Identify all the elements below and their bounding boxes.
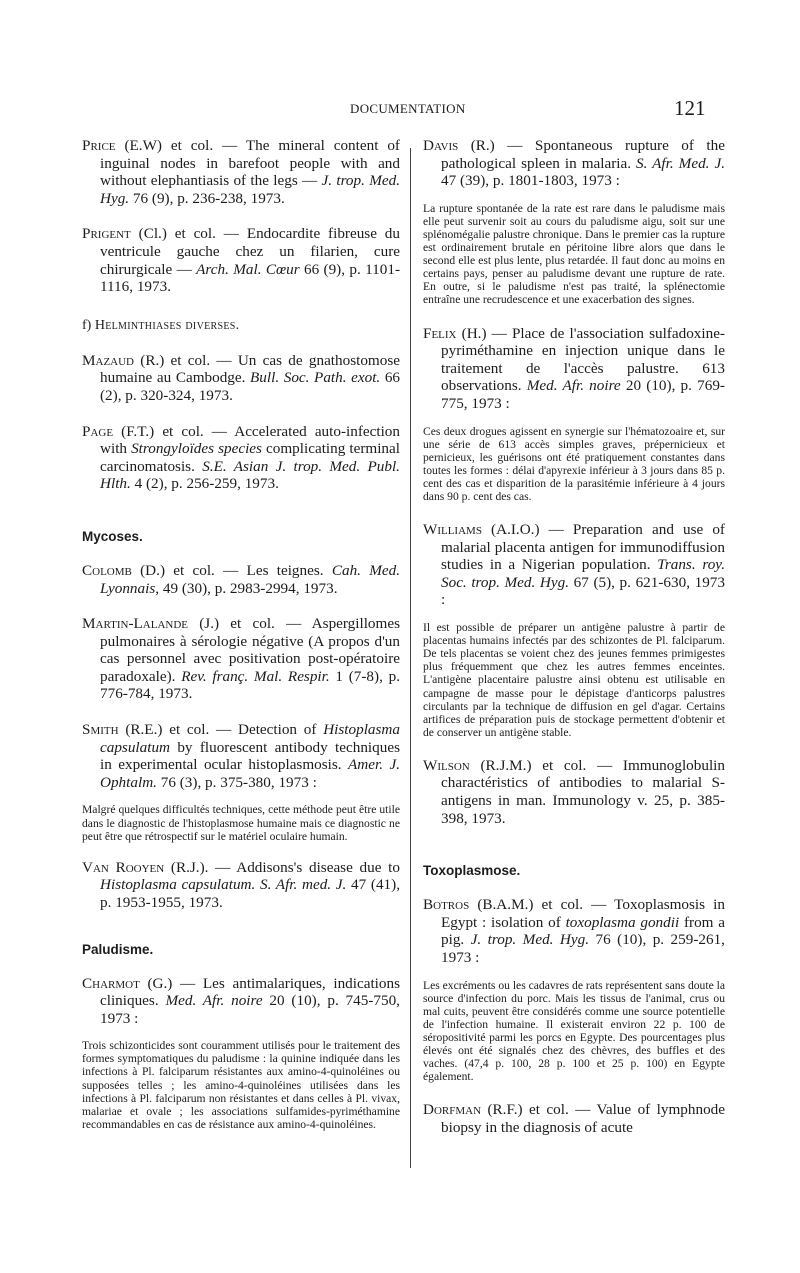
reference-price: Price (E.W) et col. — The mineral content of inguinal nodes in barefoot people with and without elephantiasis of the legs — J. trop. Med. Hyg. 76 (9), p. 236-238, 1973. <box>82 137 400 207</box>
reference-wilson: Wilson (R.J.M.) et col. — Immunoglobulin charactéristics of antibodies to malarial S-antigens in man. Immunology v. 25, p. 385-398, 1973. <box>423 756 725 827</box>
left-column <box>82 137 400 1131</box>
reference-van-rooyen: Van Rooyen (R.J.). — Addisons's disease due to Histoplasma capsulatum. S. Afr. med. J. 47 (41), p. 1953-1955, 1973. <box>82 858 401 911</box>
abstract-davis: La rupture spontanée de la rate est rare dans le paludisme mais elle peut survenir soit au cours du paludisme aigu, soit sur une splénomégalie palustre chronique. Dans le premier cas la rupture est ordinairement brutale en péritoine libre alors que dans le second elle est plus lente, plus retardée. Il faut donc au moins en certains pays, penser au paludisme devant une rupture de rate. En outre, si le paludisme n'est pas traité, la splénectomie entraîne une recrudescence et une exacerbation des signes. <box>423 201 725 307</box>
reference-smith: Smith (R.E.) et col. — Detection of Histoplasma capsulatum by fluorescent antibody techniques in experimental ocular histoplasmosis. Amer. J. Ophtalm. 76 (3), p. 375-380, 1973 : <box>82 721 401 791</box>
reference-martin-lalande: Martin-Lalande (J.) et col. — Aspergillomes pulmonaires à sérologie négative (A propos d'un cas personnel avec positivation post-opératoire paradoxale). Rev. franç. Mal. Respir. 1 (7-8), p. 776-784, 1973. <box>82 615 400 703</box>
subsection-helminthiases: f) Helminthiases diverses. <box>82 317 240 333</box>
reference-davis: Davis (R.) — Spontaneous rupture of the pathological spleen in malaria. S. Afr. Med. J. 47 (39), p. 1801-1803, 1973 : <box>423 137 725 190</box>
reference-prigent: Prigent (Cl.) et col. — Endocardite fibreuse du ventricule gauche chez un filarien, cure chirurgicale — Arch. Mal. Cœur 66 (9), p. 1101-1116, 1973. <box>82 225 401 296</box>
page-number: 121 <box>674 96 706 120</box>
abstract-williams: Il est possible de préparer un antigène palustre à partir de placentas humains infectés par des schizontes de Pl. falciparum. De tels placentas se voient chez des jeunes femmes primigestes plus fréquemment que chez les autres femmes enceintes. L'antigène placentaire palustre ainsi obtenu est utilisable en campagne de masse pour le dépistage d'anticorps palustres circulants par la technique de diffusion en gel d'agar. Certains artifices de préparation puis de stockage permettent d'obtenir et de conserver un antigène stable. <box>423 621 725 739</box>
reference-mazaud: Mazaud (R.) et col. — Un cas de gnathostomose humaine au Cambodge. Bull. Soc. Path. exot. 66 (2), p. 320-324, 1973. <box>82 351 401 404</box>
reference-charmot: Charmot (G.) — Les antimalariques, indications cliniques. Med. Afr. noire 20 (10), p. 745-750, 1973 : <box>82 974 400 1027</box>
section-heading-toxoplasmose: Toxoplasmose. <box>423 863 521 879</box>
reference-williams: Williams (A.I.O.) — Preparation and use of malarial placenta antigen for immunodiffusion studies in a Nigerian population. Trans. roy. Soc. trop. Med. Hyg. 67 (5), p. 621-630, 1973 : <box>423 521 725 609</box>
abstract-felix: Ces deux drogues agissent en synergie sur l'hématozoaire et, sur une série de 613 accès simples graves, prépernicieux et pernicieux, les guérisons ont été pratiquement constantes dans toutes les formes : délai d'apyrexie inférieur à 3 jours dans 85 p. cent des cas et disparition de la parasitémie inférieure à 4 jours dans 90 p. cent des cas. <box>423 424 725 503</box>
section-heading-paludisme: Paludisme. <box>82 941 154 957</box>
reference-page: Page (F.T.) et col. — Accelerated auto-infection with Strongyloïdes species complicating terminal carcinomatosis. S.E. Asian J. trop. Med. Publ. Hlth. 4 (2), p. 256-259, 1973. <box>82 422 400 493</box>
abstract-charmot: Trois schizonticides sont couramment utilisés pour le traitement des formes symptomatiques du paludisme : la quinine indiquée dans les infections à Pl. falciparum résistantes aux amino-4-quinoléines ou supposées telles ; les amino-4-quinoléines utilisées dans les infections à Pl. falciparum non résistantes et dans celles à Pl. vivax, malariae et ovale ; les associations sulfamides-pyriméthamine recommandables en cas de résistance aux amino-4-quinoléines. <box>82 1039 400 1131</box>
section-heading-mycoses: Mycoses. <box>82 528 143 544</box>
reference-felix: Felix (H.) — Place de l'association sulfadoxine-pyriméthamine en injection unique dans le traitement de l'accès palustre. 613 observations. Med. Afr. noire 20 (10), p. 769-775, 1973 : <box>423 324 725 412</box>
abstract-botros: Les excréments ou les cadavres de rats représentent sans doute la source d'infection du porc. Mais les tissus de l'animal, crus ou mal cuits, peuvent être considérés comme une source potentielle de l'infection humaine. Il existerait environ 22 p. 100 de séropositivité parmi les porcs en Egypte. Des pourcentages plus élevés ont été signalés chez des chèvres, des buffles et des vaches. (47,4 p. 100, 28 p. 100 et 25 p. 100) en Egypte également. <box>423 978 725 1084</box>
reference-botros: Botros (B.A.M.) et col. — Toxoplasmosis in Egypt : isolation of toxoplasma gondii from a pig. J. trop. Med. Hyg. 76 (10), p. 259-261, 1973 : <box>423 896 725 967</box>
running-header-title: DOCUMENTATION <box>350 101 466 116</box>
abstract-smith: Malgré quelques difficultés techniques, cette méthode peut être utile dans le diagnostic de l'histoplasmose humaine mais ce diagnostic ne peut être que rétrospectif sur le matériel oculaire humain. <box>82 803 400 843</box>
column-divider <box>410 148 411 1168</box>
right-column <box>423 137 725 1137</box>
reference-colomb: Colomb (D.) et col. — Les teignes. Cah. Med. Lyonnais, 49 (30), p. 2983-2994, 1973. <box>82 561 401 597</box>
reference-dorfman: Dorfman (R.F.) et col. — Value of lymphnode biopsy in the diagnosis of acute <box>423 1101 725 1136</box>
